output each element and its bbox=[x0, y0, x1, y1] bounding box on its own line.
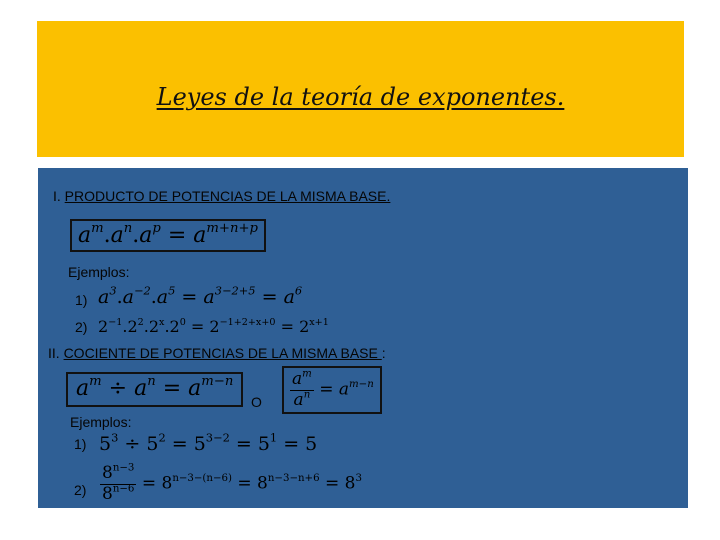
section2-heading bbox=[48, 345, 386, 361]
section2-prefix: II. bbox=[48, 345, 64, 361]
section2-example2-formula: $\frac{8^{n-3}}{8^{n-6}}$ = $8^{n-3-(n-6)} = 8^{n-3-n+6} = 8^3$ bbox=[102, 462, 362, 504]
section1-heading bbox=[53, 188, 390, 204]
section1-examples-label: Ejemplos: bbox=[68, 264, 130, 280]
section2-heading-text: COCIENTE DE POTENCIAS DE LA MISMA BASE bbox=[63, 345, 382, 361]
section1-example2-number: 2) bbox=[75, 319, 88, 335]
slide-title: Leyes de la teoría de exponentes. bbox=[156, 83, 565, 111]
or-connector: O bbox=[251, 394, 262, 410]
section2-suffix: : bbox=[381, 345, 386, 361]
section2-examples-label: Ejemplos: bbox=[70, 414, 132, 430]
quotient-law-fraction-formula: $\frac{a^m}{a^n}$ = $a^{m-n}$ bbox=[282, 366, 382, 414]
section1-example2-formula: $2^{-1}.2^2.2^x.2^0 = 2^{-1+2+x+0} = 2^{x+1}$ bbox=[98, 316, 329, 336]
section1-example1-formula: $a^3.a^{-2}.a^5 = a^{3-2+5} = a^6$ bbox=[98, 283, 303, 308]
product-law-formula: $a^m.a^n.a^p = a^{m+n+p}$ bbox=[70, 219, 266, 252]
section2-example1-number: 1) bbox=[74, 436, 87, 452]
section1-example1-number: 1) bbox=[75, 292, 88, 308]
section1-heading-text: PRODUCTO DE POTENCIAS DE LA MISMA BASE. bbox=[64, 188, 391, 204]
section2-example1-formula: $5^3 \div 5^2 = 5^{3-2} = 5^1 = 5$ bbox=[99, 430, 318, 455]
title-panel bbox=[37, 21, 684, 157]
section1-prefix: I. bbox=[53, 188, 65, 204]
quotient-law-formula: $a^m \div a^n = a^{m-n}$ bbox=[66, 372, 243, 407]
section2-example2-number: 2) bbox=[74, 482, 87, 498]
